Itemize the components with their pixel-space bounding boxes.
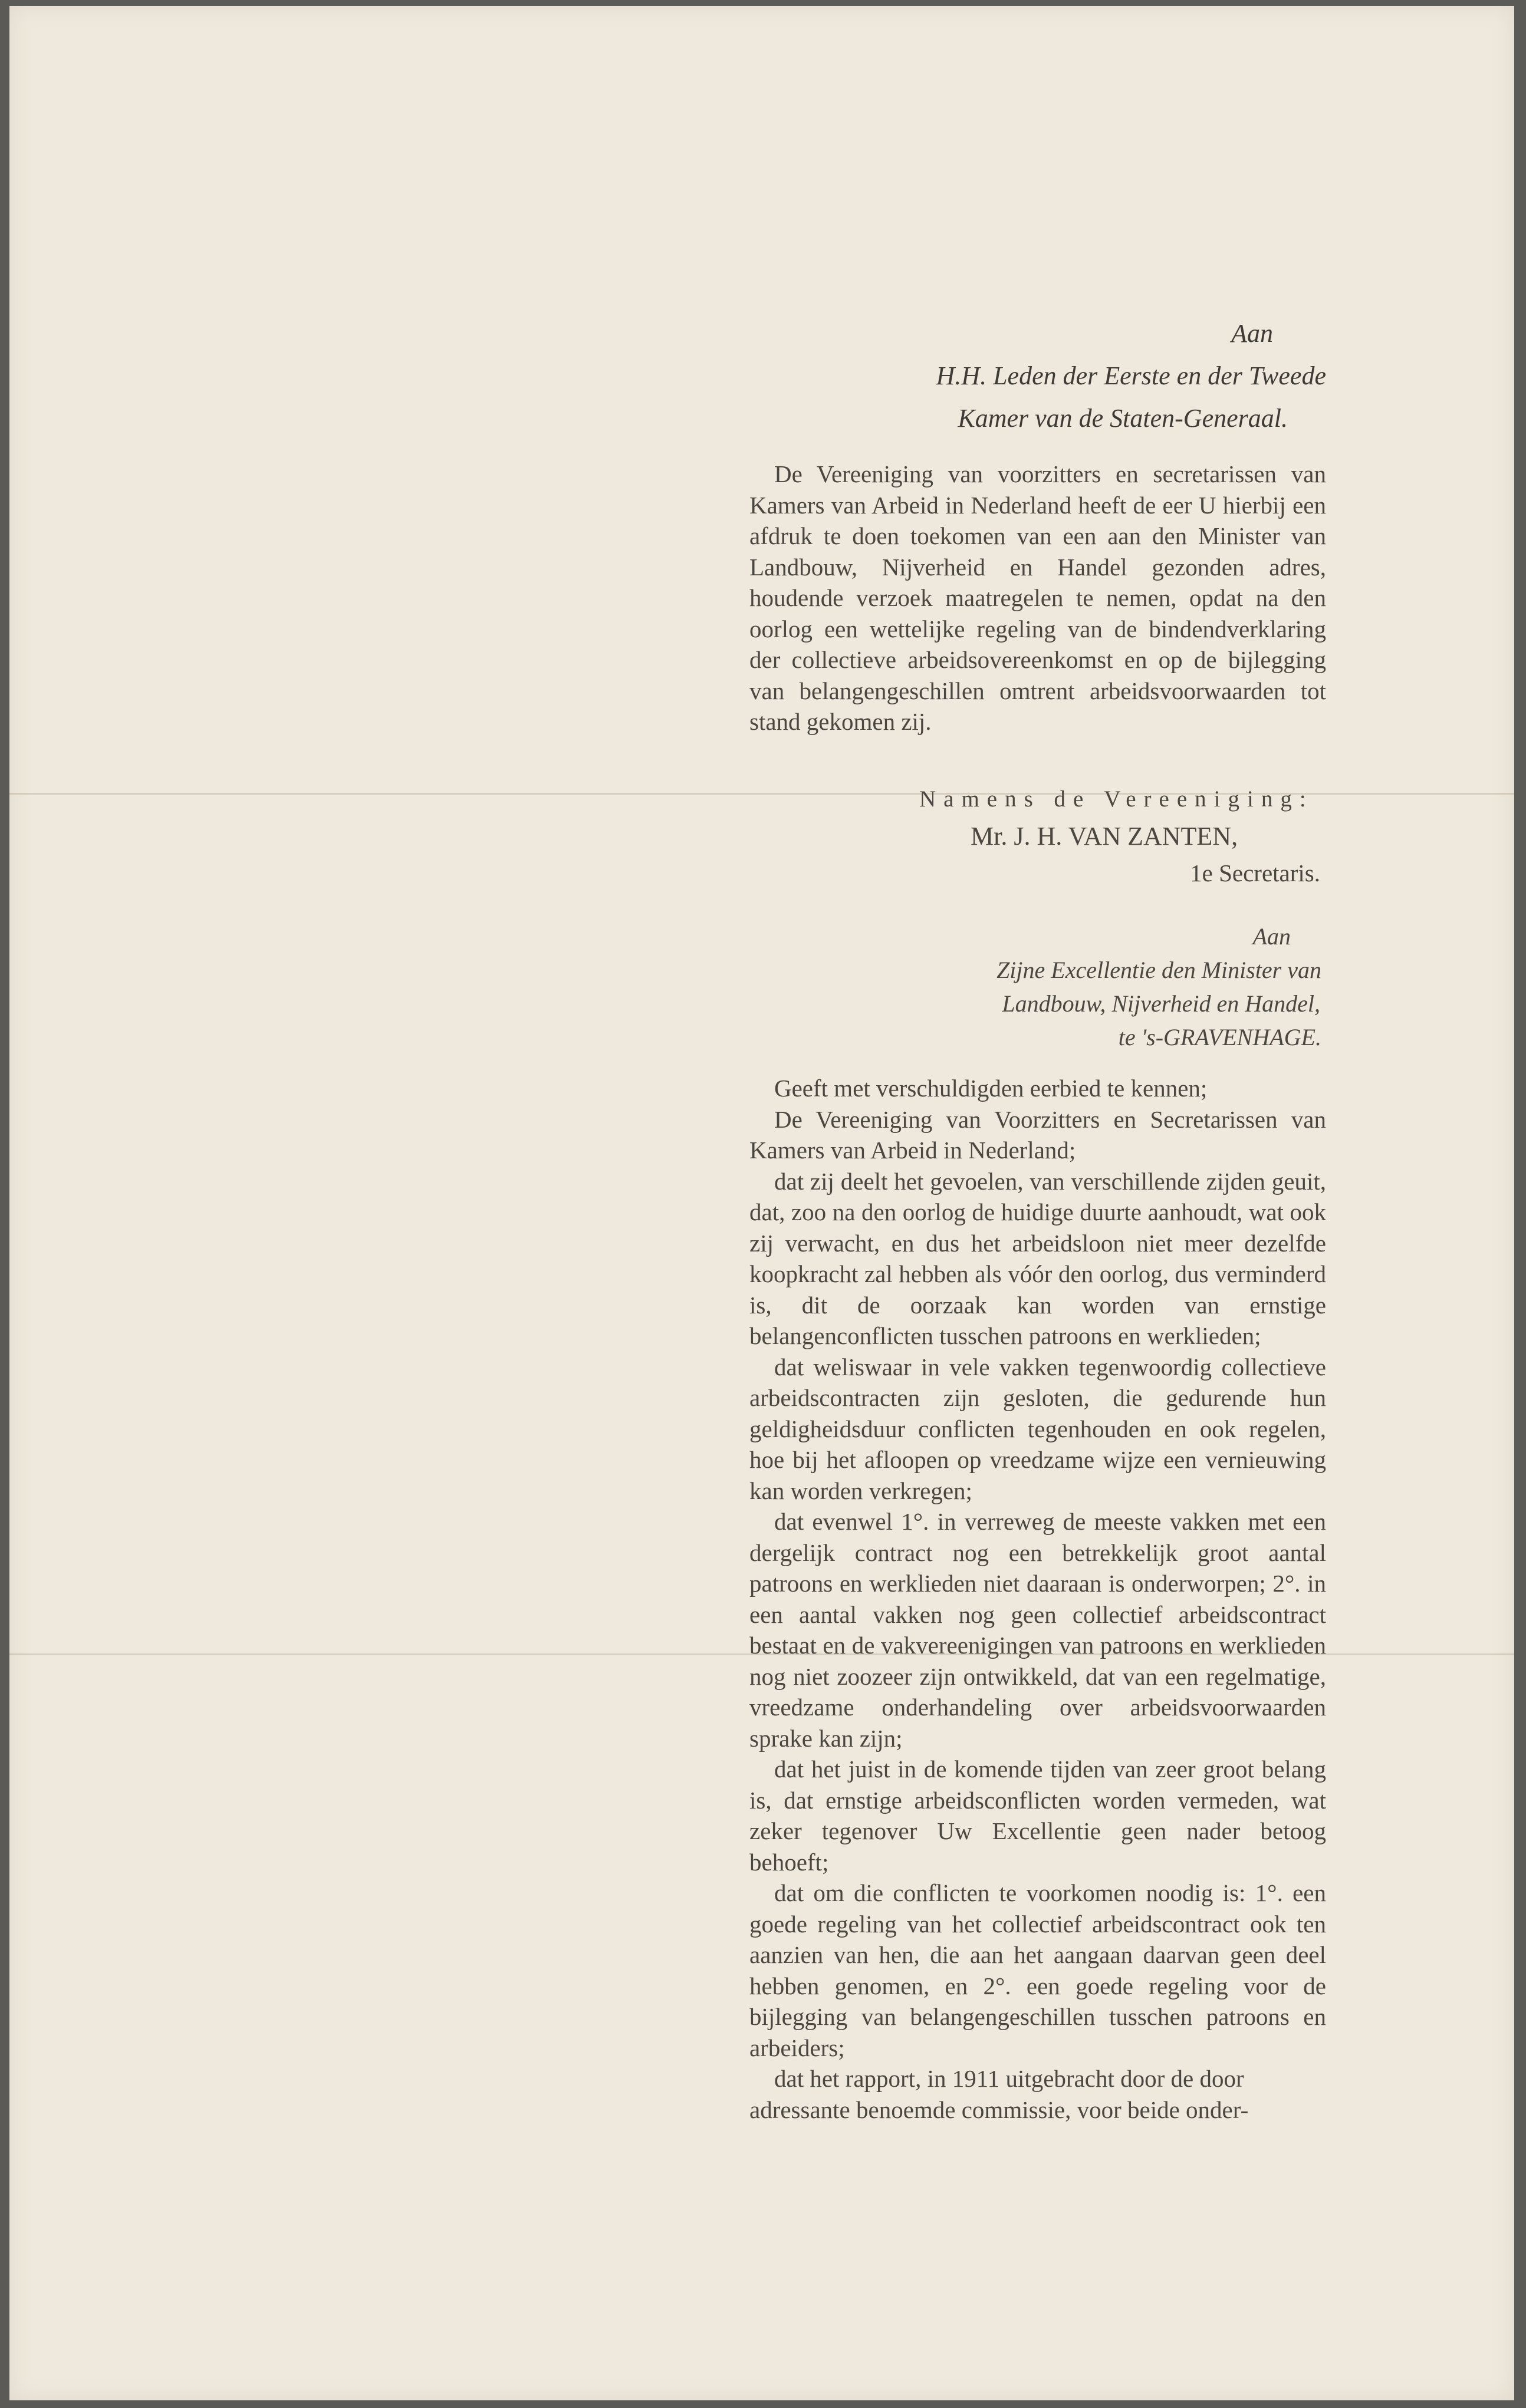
address-line-aan: Aan — [1231, 319, 1273, 348]
signature-title: 1e Secretaris. — [1190, 859, 1320, 887]
body-paragraph: dat het juist in de komende tijden van zeer groot belang is, dat ernstige arbeidsconflicten worden vermeden, wat zeker tegenover Uw Excellentie geen nader betoog behoeft; — [749, 1755, 1326, 1876]
body-paragraph: dat het rapport, in 1911 uitgebracht door de door adressante benoemde commissie, voor beide onder- — [749, 2065, 1249, 2123]
minister-address-aan: Aan — [1252, 923, 1291, 950]
letter-page — [9, 6, 1514, 2400]
address-block — [749, 312, 1326, 440]
address-line-leden: H.H. Leden der Eerste en der Tweede — [936, 361, 1326, 390]
body-paragraph: dat evenwel 1°. in verreweg de meeste vakken met een dergelijk contract nog een betrekkelijk groot aantal patroons en werklieden niet daaraan is onderworpen; 2°. in een aantal vakken nog geen collectief arbeidscontract bestaat en de vakvereenigingen van patroons en werklieden nog niet zoozeer zijn ontwikkeld, dat van een regelmatige, vreedzame onderhandeling over arbeidsvoorwaarden sprake kan zijn; — [749, 1508, 1326, 1752]
signature-on-behalf: Namens de Vereeniging: — [919, 786, 1314, 812]
address-line-kamer: Kamer van de Staten-Generaal. — [958, 404, 1288, 433]
body-paragraph: Geeft met verschuldigden eerbied te kennen; — [774, 1075, 1208, 1102]
body-paragraph: De Vereeniging van Voorzitters en Secretarissen van Kamers van Arbeid in Nederland; — [749, 1105, 1326, 1164]
signature-name: Mr. J. H. VAN ZANTEN, — [971, 822, 1238, 851]
signature-block — [749, 782, 1326, 890]
body-paragraph: dat om die conflicten te voorkomen noodig is: 1°. een goede regeling van het collectief arbeidscontract ook ten aanzien van hen, die aan het aangaan daarvan geen deel hebben genomen, en 2°. een goede regeling voor de bijlegging van belangengeschillen tusschen patroons en arbeiders; — [749, 1879, 1326, 2061]
minister-address-excellentie: Zijne Excellentie den Minister van — [996, 957, 1321, 983]
minister-address-gravenhage: te 's-GRAVENHAGE. — [1118, 1024, 1321, 1050]
intro-paragraph-block — [749, 459, 1326, 737]
petition-body — [749, 1073, 1326, 2125]
body-paragraph: dat zij deelt het gevoelen, van verschillende zijden geuit, dat, zoo na den oorlog de huidige duurte aanhoudt, wat ook zij verwacht, en dus het arbeidsloon niet meer dezelfde koopkracht zal hebben als vóór den oorlog, dus verminderd is, dit de oorzaak kan worden van ernstige belangenconflicten tusschen patroons en werklieden; — [749, 1167, 1326, 1349]
minister-address-landbouw: Landbouw, Nijverheid en Handel, — [1002, 990, 1320, 1017]
body-paragraph: dat weliswaar in vele vakken tegenwoordig collectieve arbeidscontracten zijn gesloten, die gedurende hun geldigheidsduur conflicten tegenhouden en ook regelen, hoe bij het afloopen op vreedzame wijze een vernieuwing kan worden verkregen; — [749, 1353, 1326, 1504]
intro-paragraph: De Vereeniging van voorzitters en secretarissen van Kamers van Arbeid in Nederland heeft de eer U hierbij een afdruk te doen toekomen van een aan den Minister van Landbouw, Nijverheid en Handel gezonden adres, houdende verzoek maatregelen te nemen, opdat na den oorlog een wettelijke regeling van de bindendverklaring der collectieve arbeidsovereenkomst en op de bijlegging van belangengeschillen omtrent arbeidsvoorwaarden tot stand gekomen zij. — [749, 460, 1326, 735]
minister-address-block — [749, 920, 1326, 1054]
